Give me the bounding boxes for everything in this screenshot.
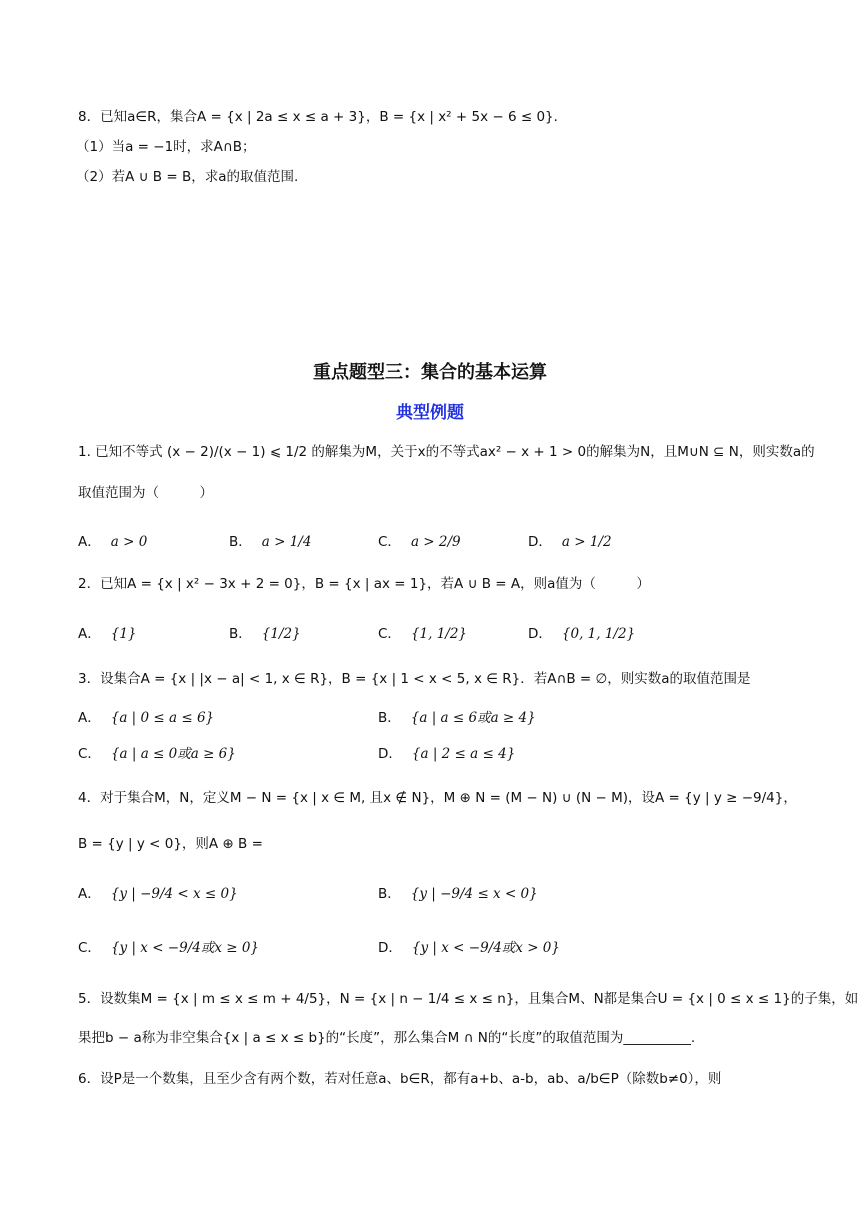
q3-option-d <box>378 742 515 762</box>
option-text: {1} <box>110 626 137 642</box>
option-letter: A． <box>78 886 101 902</box>
q1-line2: 取值范围为（ ） <box>78 485 213 501</box>
option-text: a > 1/4 <box>261 534 312 550</box>
q1-line1: 1. 已知不等式 (x − 2)/(x − 1) ⩽ 1/2 的解集为M，关于x的不等式ax² − x + 1 > 0的解集为N，且M∪N ⊆ N，则实数a的 <box>78 444 815 460</box>
q8-part2: （2）若A ∪ B = B，求a的取值范围. <box>76 169 299 185</box>
q4-option-c <box>78 936 259 956</box>
option-letter: C． <box>78 746 101 762</box>
option-text: {a | 2 ≤ a ≤ 4} <box>411 746 516 762</box>
q4-option-d <box>378 936 560 956</box>
section-title: 重点题型三：集合的基本运算 <box>313 362 547 383</box>
option-text: {1, 1/2} <box>410 626 468 642</box>
option-letter: A． <box>78 534 101 550</box>
option-text: {a | a ≤ 0或a ≥ 6} <box>110 746 236 762</box>
option-letter: B． <box>229 626 252 642</box>
option-text: a > 2/9 <box>410 534 461 550</box>
q4-line2: B = {y | y < 0}，则A ⊕ B = <box>78 836 263 852</box>
option-letter: D． <box>378 746 402 762</box>
q1-option-d <box>528 530 612 550</box>
option-text: {a | 0 ≤ a ≤ 6} <box>110 710 215 726</box>
option-text: {y | x < −9/4或x > 0} <box>411 940 560 956</box>
q8-stem: 8．已知a∈R，集合A = {x | 2a ≤ x ≤ a + 3}，B = {x | x² + 5x − 6 ≤ 0}． <box>78 109 568 125</box>
option-text: a > 1/2 <box>561 534 612 550</box>
q2-option-d <box>528 622 635 642</box>
q2-option-b <box>229 622 301 642</box>
option-letter: C． <box>378 534 401 550</box>
option-text: {y | −9/4 ≤ x < 0} <box>410 886 538 902</box>
option-letter: C． <box>378 626 401 642</box>
option-letter: C． <box>78 940 101 956</box>
q2-option-a <box>78 622 137 642</box>
q5-line2: 果把b − a称为非空集合{x | a ≤ x ≤ b}的“长度”，那么集合M ∩ N的“长度”的取值范围为__________. <box>78 1030 696 1046</box>
q3-line1: 3．设集合A = {x | |x − a| < 1, x ∈ R}，B = {x | 1 < x < 5, x ∈ R}．若A∩B = ∅，则实数a的取值范围是 <box>78 671 751 687</box>
option-text: {y | −9/4 < x ≤ 0} <box>110 886 238 902</box>
option-letter: A． <box>78 626 101 642</box>
option-text: {0, 1, 1/2} <box>561 626 636 642</box>
q6-line1: 6．设P是一个数集，且至少含有两个数，若对任意a、b∈R，都有a+b、a-b，ab、a/b∈P（除数b≠0），则 <box>78 1071 722 1087</box>
q2-line1: 2．已知A = {x | x² − 3x + 2 = 0}，B = {x | ax = 1}，若A ∪ B = A，则a值为（ ） <box>78 576 650 592</box>
q5-line1: 5．设数集M = {x | m ≤ x ≤ m + 4/5}，N = {x | n − 1/4 ≤ x ≤ n}，且集合M、N都是集合U = {x | 0 ≤ x ≤ 1}的子集，如 <box>78 991 859 1007</box>
option-letter: D． <box>378 940 402 956</box>
option-letter: D． <box>528 626 552 642</box>
q3-option-c <box>78 742 236 762</box>
option-letter: B． <box>378 886 401 902</box>
option-text: a > 0 <box>110 534 148 550</box>
q1-option-c <box>378 530 461 550</box>
option-text: {y | x < −9/4或x ≥ 0} <box>110 940 260 956</box>
option-text: {a | a ≤ 6或a ≥ 4} <box>410 710 536 726</box>
section-subtitle: 典型例题 <box>396 403 464 423</box>
q2-option-c <box>378 622 467 642</box>
q3-option-b <box>378 706 536 726</box>
option-letter: A． <box>78 710 101 726</box>
q4-line1: 4．对于集合M，N，定义M − N = {x | x ∈ M, 且x ∉ N}，M ⊕ N = (M − N) ∪ (N − M)，设A = {y | y ≥ −9/4}， <box>78 790 797 806</box>
q3-option-a <box>78 706 214 726</box>
q8-part1: （1）当a = −1时，求A∩B； <box>76 139 256 155</box>
q4-option-a <box>78 882 238 902</box>
q1-option-a <box>78 530 147 550</box>
option-letter: D． <box>528 534 552 550</box>
q1-option-b <box>229 530 311 550</box>
option-text: {1/2} <box>261 626 301 642</box>
option-letter: B． <box>229 534 252 550</box>
q4-option-b <box>378 882 538 902</box>
option-letter: B． <box>378 710 401 726</box>
